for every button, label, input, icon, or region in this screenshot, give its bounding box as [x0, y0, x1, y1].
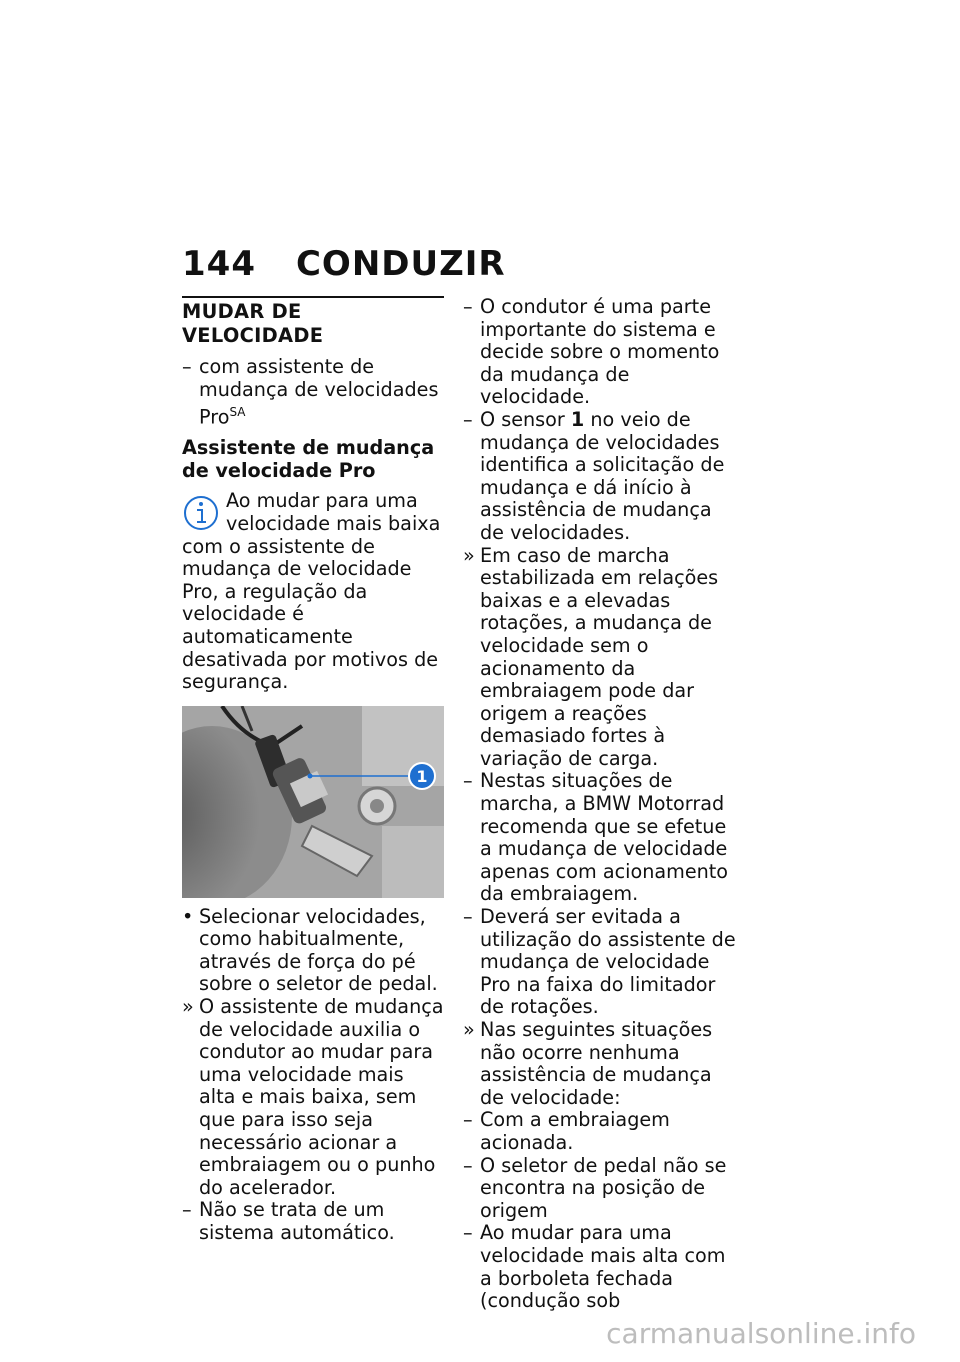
list-item: [463, 409, 741, 545]
list-text: Com a embraiagem acionada.: [480, 1108, 670, 1154]
list-marker: –: [463, 1221, 473, 1245]
list-item: [463, 1222, 741, 1312]
list-text: Não se trata de um sistema automático.: [199, 1198, 395, 1245]
left-column: [182, 296, 444, 1245]
list-text: O sensor: [480, 407, 571, 431]
page-header: [182, 244, 506, 284]
intro-text: com assistente de mudança de velocidades Pro: [199, 355, 439, 429]
intro-item: [182, 356, 444, 429]
section-rule: [182, 296, 444, 298]
list-item: [463, 1019, 741, 1109]
list-marker: •: [182, 904, 194, 928]
note-text: Ao mudar para uma velocidade mais baixa com o assistente de mudança de velocidade Pro, a regulação da velocidade é automaticamente desativada por motivos de segurança.: [182, 489, 441, 694]
chapter-title: CONDUZIR: [295, 244, 506, 284]
list-item: [463, 906, 741, 1019]
list-text: Nas seguintes situações não ocorre nenhuma assistência de mudança de velocidade:: [480, 1018, 713, 1109]
list-item: [463, 296, 741, 409]
section-title: MUDAR DE VELOCIDADE: [182, 300, 324, 347]
left-list: [182, 906, 444, 1245]
list-item: [463, 1155, 741, 1223]
list-marker: –: [182, 1198, 192, 1222]
subsection-title: Assistente de mudança de velocidade Pro: [182, 436, 435, 482]
list-text: Nestas situações de marcha, a BMW Motorrad recomenda que se efetue a mudança de velocidade apenas com acionamento da embraiagem.: [480, 769, 729, 906]
shift-sensor-photo: [182, 706, 444, 898]
list-text: Em caso de marcha estabilizada em relações baixas e a elevadas rotações, a mudança de velocidade sem o acionamento da embraiagem pode dar origem a reações demasiado fortes à variação de carga.: [480, 543, 719, 770]
list-marker: –: [463, 295, 473, 318]
list-text: O assistente de mudança de velocidade auxilia o condutor ao mudar para uma velocidade mais alta e mais baixa, sem que para isso seja necessário acionar a embraiagem ou o punho do acelerador.: [199, 995, 444, 1199]
note-block: [182, 490, 444, 693]
right-list: [463, 296, 741, 1313]
list-item: [182, 906, 444, 996]
list-item: [463, 545, 741, 771]
list-text: O seletor de pedal não se encontra na posição de origem: [480, 1153, 727, 1222]
list-text: Selecionar velocidades, como habitualmente, através de força do pé sobre o seletor de pedal.: [199, 904, 438, 996]
list-item: [463, 1109, 741, 1154]
info-icon: [182, 492, 220, 534]
list-item: [182, 996, 444, 1199]
watermark: carmanualsonline.info: [606, 1317, 916, 1350]
list-text: Ao mudar para uma velocidade mais alta com a borboleta fechada (condução sob: [480, 1221, 726, 1313]
list-item: [182, 1199, 444, 1244]
list-item: [463, 770, 741, 906]
right-column: [463, 296, 741, 1313]
list-marker: »: [182, 995, 194, 1019]
list-text: no veio de mudança de velocidades identifica a solicitação de mudança e dá início à assistência de mudança de velocidades.: [480, 407, 725, 544]
list-marker: –: [463, 769, 473, 793]
list-marker: –: [463, 905, 473, 929]
list-marker: »: [463, 543, 475, 567]
list-text: Deverá ser evitada a utilização do assistente de mudança de velocidade Pro na faixa do limitador de rotações.: [480, 905, 736, 1019]
intro-sup: SA: [229, 405, 246, 420]
page-number: 144: [182, 244, 256, 284]
list-marker: –: [463, 1153, 473, 1177]
list-text: O condutor é uma parte importante do sistema e decide sobre o momento da mudança de velocidade.: [480, 295, 720, 409]
list-marker: –: [463, 1108, 473, 1132]
reference-number: 1: [570, 407, 585, 431]
intro-mark: –: [182, 355, 192, 378]
list-marker: »: [463, 1018, 475, 1041]
callout-label: 1: [416, 766, 428, 786]
list-marker: –: [463, 407, 473, 431]
